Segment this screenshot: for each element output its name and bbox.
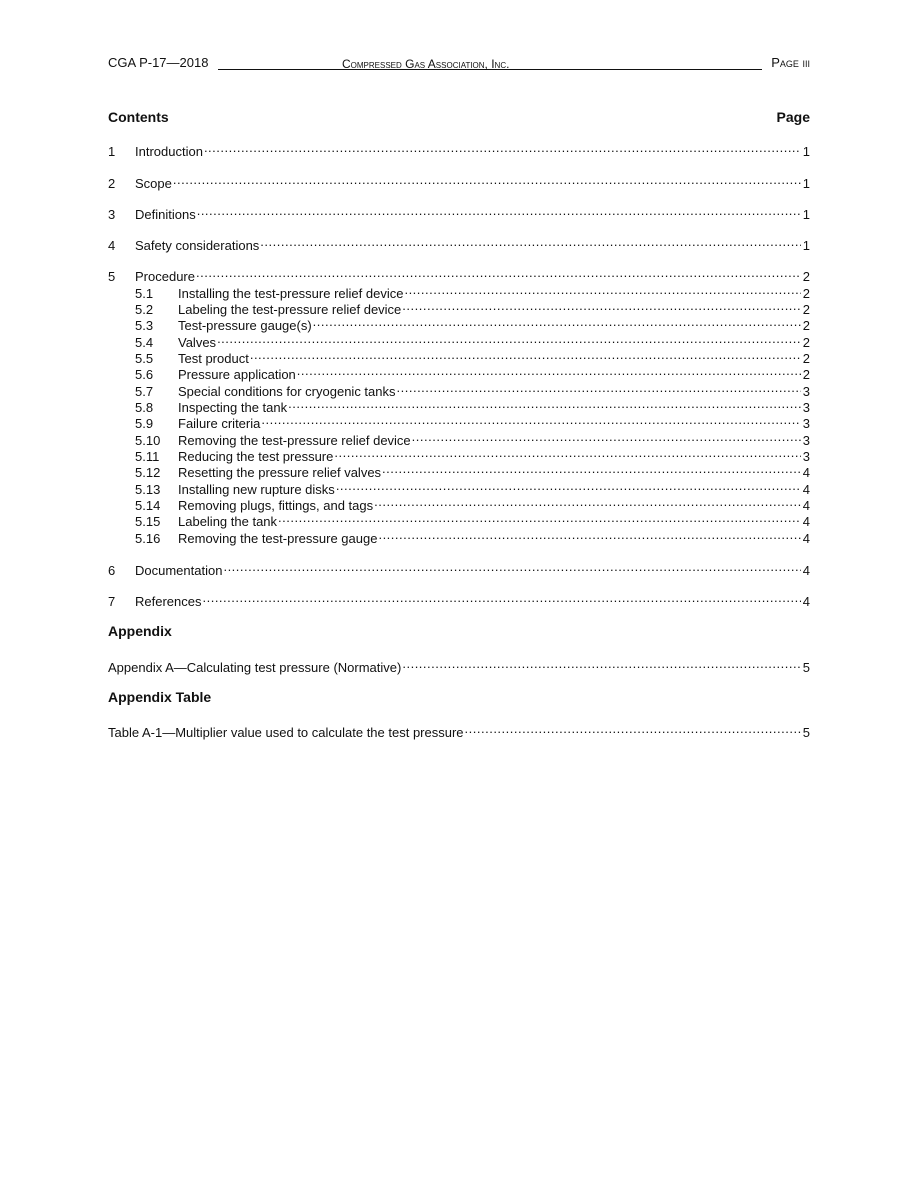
toc-page: 2: [802, 335, 810, 350]
dot-leader: [261, 412, 800, 428]
dot-leader: [378, 527, 800, 543]
toc-page: 2: [802, 286, 810, 301]
toc-number: 5.10: [135, 433, 161, 448]
toc-number: 5.4: [135, 335, 154, 350]
page-column-heading: Page: [776, 109, 810, 125]
toc-entry[interactable]: [108, 559, 810, 578]
toc-subentry[interactable]: [108, 429, 810, 448]
toc-page: 4: [802, 482, 810, 497]
toc-page: 3: [802, 433, 810, 448]
toc-title: Removing the test-pressure gauge: [178, 531, 378, 546]
toc-number: 5.6: [135, 367, 154, 382]
dot-leader: [297, 363, 801, 379]
dot-leader: [412, 429, 801, 445]
toc-page: 5: [802, 660, 810, 675]
dot-leader: [336, 478, 801, 494]
contents-title: Contents: [108, 109, 169, 125]
toc-title: References: [135, 594, 202, 609]
toc-entry[interactable]: [108, 140, 810, 159]
toc-number: 5: [108, 269, 116, 284]
toc-subentry[interactable]: [108, 478, 810, 497]
appendix-entry[interactable]: [108, 656, 810, 675]
dot-leader: [250, 347, 801, 363]
dot-leader: [204, 140, 801, 156]
toc-title: Valves: [178, 335, 217, 350]
toc-page: 2: [802, 351, 810, 366]
toc-title: Introduction: [135, 144, 203, 159]
toc-title: Table A-1—Multiplier value used to calculate the test pressure: [108, 725, 464, 740]
toc-page: 3: [802, 400, 810, 415]
toc-page: 4: [802, 563, 810, 578]
toc-entry[interactable]: [108, 265, 810, 284]
toc-title: Labeling the test-pressure relief device: [178, 302, 402, 317]
toc-subentry[interactable]: [108, 282, 810, 301]
toc-number: 5.9: [135, 416, 154, 431]
toc-number: 5.14: [135, 498, 161, 513]
appendix-table-entry[interactable]: [108, 721, 810, 740]
toc-page: 1: [802, 176, 810, 191]
toc-page: 3: [802, 384, 810, 399]
contents-heading-row: [108, 108, 810, 126]
toc-number: 6: [108, 563, 116, 578]
toc-page: 4: [802, 498, 810, 513]
toc-number: 5.8: [135, 400, 154, 415]
dot-leader: [382, 461, 801, 477]
toc-subentry[interactable]: [108, 298, 810, 317]
toc-page: 2: [802, 269, 810, 284]
toc-title: Resetting the pressure relief valves: [178, 465, 382, 480]
toc-entry[interactable]: [108, 203, 810, 222]
dot-leader: [313, 314, 801, 330]
toc-title: Reducing the test pressure: [178, 449, 334, 464]
toc-page: 1: [802, 144, 810, 159]
toc-title: Failure criteria: [178, 416, 261, 431]
dot-leader: [197, 203, 801, 219]
toc-subentry[interactable]: [108, 510, 810, 529]
toc-title: Removing plugs, fittings, and tags: [178, 498, 374, 513]
toc-title: Scope: [135, 176, 172, 191]
toc-number: 5.11: [135, 449, 160, 464]
toc-title: Installing new rupture disks: [178, 482, 335, 497]
toc-subentry[interactable]: [108, 314, 810, 333]
toc-subentry[interactable]: [108, 494, 810, 513]
toc-title: Labeling the tank: [178, 514, 278, 529]
toc-page: 4: [802, 514, 810, 529]
dot-leader: [404, 282, 800, 298]
toc-title: Procedure: [135, 269, 195, 284]
dot-leader: [217, 331, 801, 347]
toc-subentry[interactable]: [108, 363, 810, 382]
dot-leader: [465, 721, 801, 737]
toc-page: 4: [802, 465, 810, 480]
toc-title: Removing the test-pressure relief device: [178, 433, 411, 448]
dot-leader: [397, 380, 801, 396]
toc-number: 5.13: [135, 482, 161, 497]
toc-page: 1: [802, 207, 810, 222]
toc-title: Inspecting the tank: [178, 400, 288, 415]
document-id: CGA P-17—2018: [108, 55, 209, 70]
toc-entry[interactable]: [108, 234, 810, 253]
page-number: Page iii: [771, 55, 810, 70]
toc-subentry[interactable]: [108, 445, 810, 464]
toc-number: 5.16: [135, 531, 161, 546]
toc-entry[interactable]: [108, 590, 810, 609]
toc-number: 5.15: [135, 514, 161, 529]
toc-number: 5.1: [135, 286, 154, 301]
toc-title: Test-pressure gauge(s): [178, 318, 312, 333]
toc-subentry[interactable]: [108, 331, 810, 350]
dot-leader: [202, 590, 800, 606]
dot-leader: [402, 298, 800, 314]
toc-title: Test product: [178, 351, 249, 366]
toc-number: 5.5: [135, 351, 154, 366]
toc-number: 4: [108, 238, 116, 253]
toc-page: 4: [802, 594, 810, 609]
toc-number: 1: [108, 144, 116, 159]
toc-page: 1: [802, 238, 810, 253]
toc-page: 2: [802, 318, 810, 333]
toc-page: 3: [802, 416, 810, 431]
toc-title: Installing the test-pressure relief device: [178, 286, 404, 301]
toc-number: 2: [108, 176, 116, 191]
toc-title: Special conditions for cryogenic tanks: [178, 384, 396, 399]
organization-name: Compressed Gas Association, Inc.: [342, 57, 510, 71]
dot-leader: [223, 559, 800, 575]
toc-number: 5.7: [135, 384, 154, 399]
dot-leader: [260, 234, 800, 250]
toc-title: Appendix A—Calculating test pressure (Normative): [108, 660, 402, 675]
toc-page: 5: [802, 725, 810, 740]
toc-page: 3: [802, 449, 810, 464]
dot-leader: [374, 494, 801, 510]
dot-leader: [196, 265, 801, 281]
appendix-table-heading: Appendix Table: [108, 689, 212, 705]
dot-leader: [334, 445, 800, 461]
toc-title: Safety considerations: [135, 238, 260, 253]
toc-page: 4: [802, 531, 810, 546]
toc-subentry[interactable]: [108, 380, 810, 399]
toc-title: Definitions: [135, 207, 196, 222]
toc-number: 5.3: [135, 318, 154, 333]
toc-subentry[interactable]: [108, 412, 810, 431]
toc-number: 3: [108, 207, 116, 222]
toc-entry[interactable]: [108, 172, 810, 191]
toc-subentry[interactable]: [108, 347, 810, 366]
running-header: [108, 54, 810, 72]
dot-leader: [173, 172, 801, 188]
appendix-heading: Appendix: [108, 623, 172, 639]
dot-leader: [288, 396, 801, 412]
dot-leader: [402, 656, 800, 672]
toc-subentry[interactable]: [108, 527, 810, 546]
toc-number: 5.12: [135, 465, 161, 480]
toc-title: Pressure application: [178, 367, 296, 382]
toc-page: 2: [802, 302, 810, 317]
toc-number: 5.2: [135, 302, 154, 317]
toc-page: 2: [802, 367, 810, 382]
toc-title: Documentation: [135, 563, 223, 578]
toc-number: 7: [108, 594, 116, 609]
toc-subentry[interactable]: [108, 461, 810, 480]
toc-subentry[interactable]: [108, 396, 810, 415]
dot-leader: [278, 510, 801, 526]
